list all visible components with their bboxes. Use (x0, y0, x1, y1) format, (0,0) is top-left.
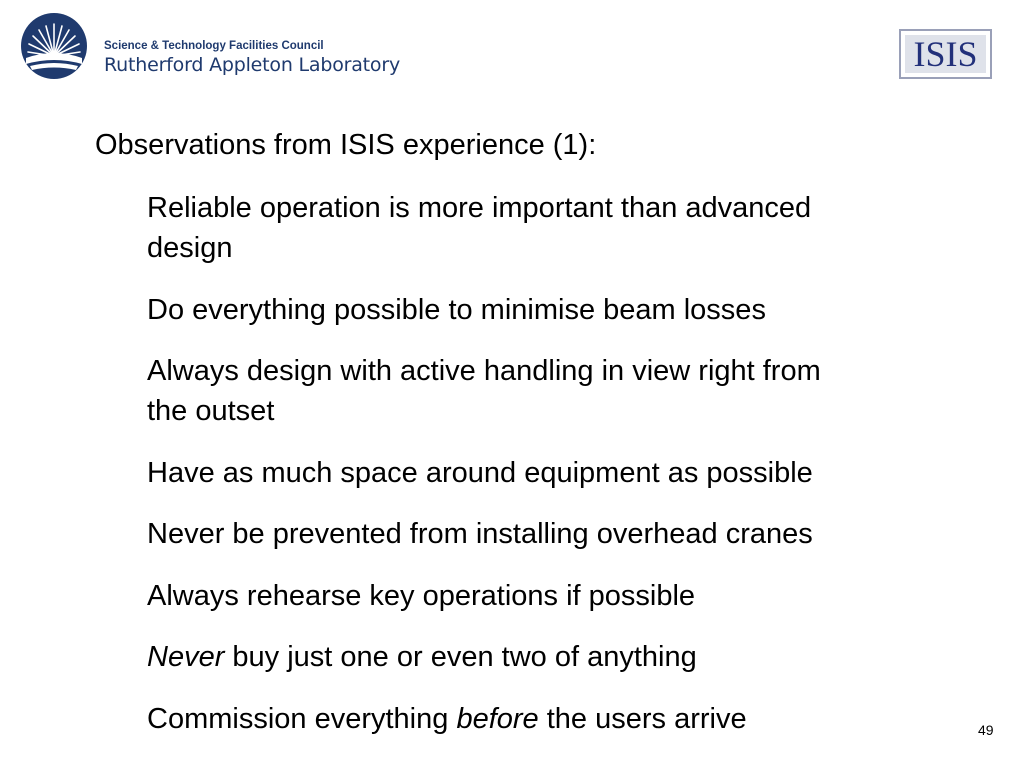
isis-logo (899, 29, 992, 79)
bullet-text: Have as much space around equipment as possible (147, 456, 813, 489)
bullet-item (147, 290, 967, 330)
bullet-item (147, 699, 967, 739)
bullet-line: the outset (147, 395, 275, 427)
stfc-logo-text (104, 39, 444, 77)
bullet-text: Never be prevented from installing overhead cranes (147, 518, 813, 550)
bullet-text: Do everything possible to minimise beam losses (147, 293, 766, 326)
bullet-text: Always rehearse key operations if possible (147, 579, 696, 612)
bullet-text: buy just one or even two of anything (224, 641, 697, 673)
isis-logo-panel (905, 35, 986, 73)
stfc-logo (20, 10, 450, 90)
isis-logo-text: ISIS (913, 34, 978, 74)
bullet-item (147, 576, 967, 616)
stfc-council-name: Science & Technology Facilities Council (104, 40, 324, 52)
bullet-text: Commission everything (147, 702, 457, 735)
bullet-item (147, 514, 967, 554)
bullet-emphasis: Never (147, 641, 225, 673)
bullet-emphasis: before (456, 702, 539, 735)
bullet-item (147, 453, 967, 493)
bullet-line: design (147, 232, 233, 264)
page-number: 49 (978, 722, 994, 738)
bullet-item (147, 351, 967, 431)
bullet-line: Always design with active handling in view right from (147, 355, 821, 387)
bullet-text-after: the users arrive (538, 702, 747, 735)
sunburst-emblem-icon (20, 12, 88, 80)
laboratory-name: Rutherford Appleton Laboratory (104, 54, 401, 76)
bullet-line: Reliable operation is more important than advanced (147, 192, 812, 224)
bullet-item (147, 637, 967, 677)
bullet-item (147, 188, 967, 268)
slide-heading: Observations from ISIS experience (1): (95, 129, 597, 161)
bullet-list (147, 188, 967, 760)
